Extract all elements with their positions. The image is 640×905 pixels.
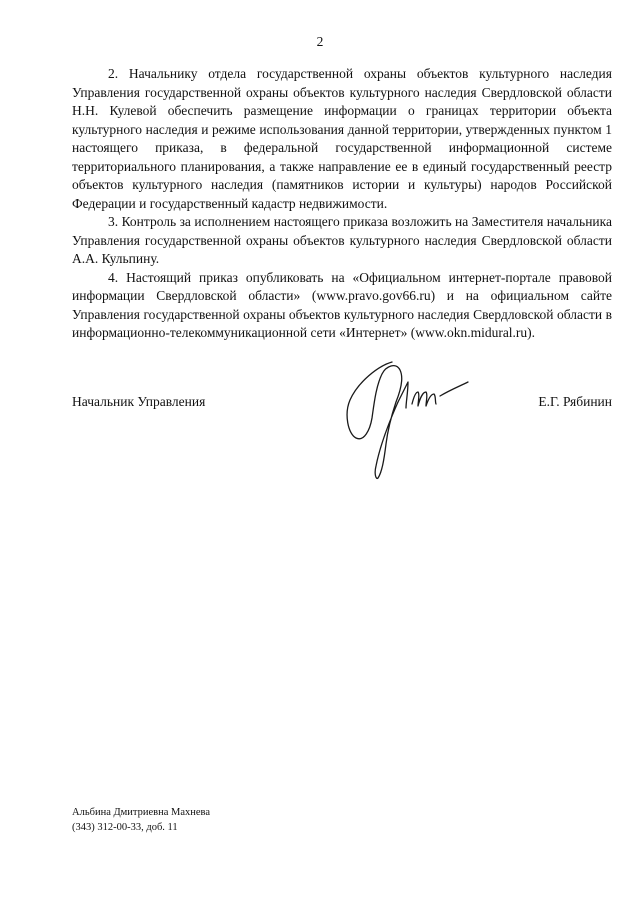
signatory-position: Начальник Управления xyxy=(72,394,206,409)
page-number: 2 xyxy=(316,34,324,49)
paragraph-4: 4. Настоящий приказ опубликовать на «Официальном интернет-портале правовой информации Свердловской области» (www.pravo.gov66.ru) и на официальном сайте Управления государственной охраны объектов культурного наследия Свердловской области в информационно-телекоммуникационной сети «Интернет» (www.okn.midural.ru). xyxy=(72,269,612,340)
executor-phone: (343) 312-00-33, доб. 11 xyxy=(72,822,178,833)
paragraph-2: 2. Начальнику отдела государственной охраны объектов культурного наследия Управления государственной охраны объектов культурного наследия Свердловской области Н.Н. Кулевой обеспечить размещение информации о границах территории объекта культурного наследия и режиме использования данной территории, утвержденных пунктом 1 настоящего приказа, в федеральной государственной информационной системе территориального планирования, а также направление ее в единый государственный реестр объектов культурного наследия (памятников истории и культуры) народов Российской Федерации и государственный кадастр недвижимости. xyxy=(72,66,612,211)
handwritten-signature xyxy=(340,356,480,482)
signatory-name: Е.Г. Рябинин xyxy=(538,394,612,409)
paragraph-3: 3. Контроль за исполнением настоящего приказа возложить на Заместителя начальника Управления государственной охраны объектов культурного наследия Свердловской области А.А. Кульпину. xyxy=(72,214,612,266)
executor-name: Альбина Дмитриевна Махнева xyxy=(72,807,211,818)
executor-info xyxy=(72,805,210,835)
document-body xyxy=(72,65,612,343)
